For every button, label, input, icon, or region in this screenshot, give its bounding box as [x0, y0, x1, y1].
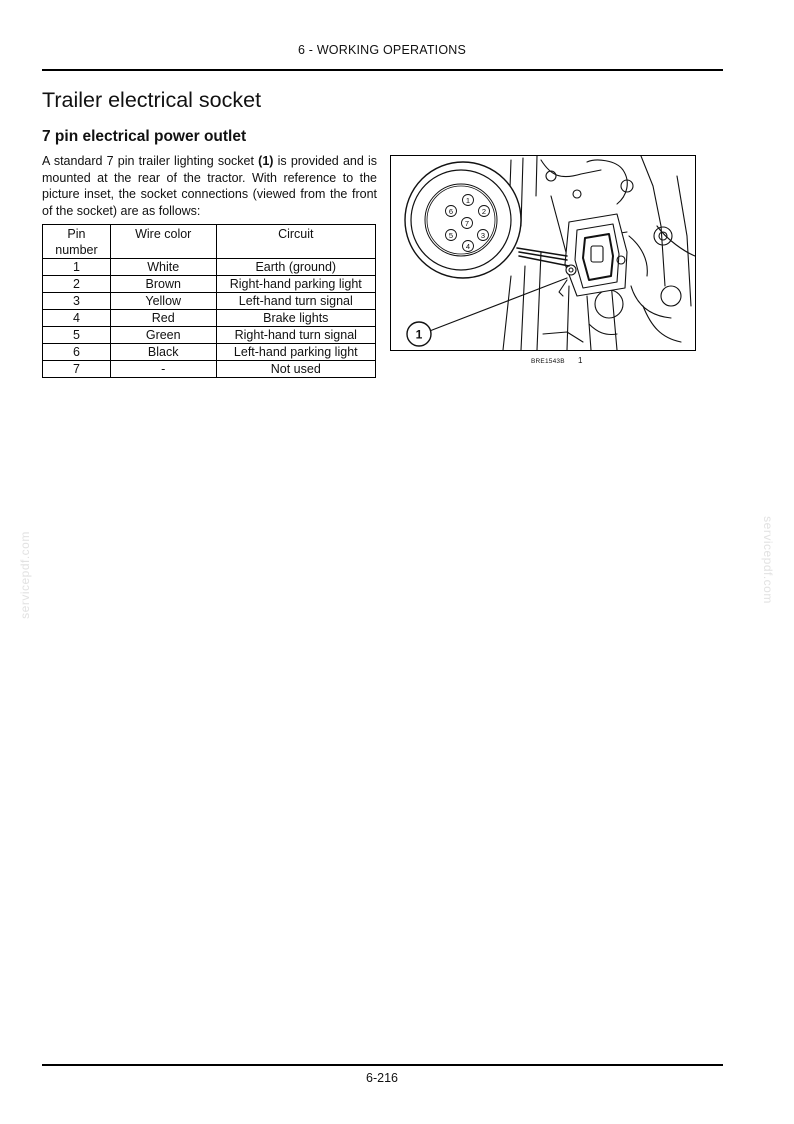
table-header-cell: Wire color — [110, 225, 216, 259]
figure-code: BRE1543B — [531, 358, 565, 365]
table-cell: Brown — [110, 276, 216, 293]
intro-text-after: is provided and is mounted at the rear of the tractor. With reference to the picture inset, the socket connections (viewed from the front of the socket) are as follows: — [42, 154, 377, 218]
socket-figure — [390, 155, 696, 351]
pin-6-marker — [446, 206, 457, 217]
table-cell: Green — [110, 327, 216, 344]
table-cell: 4 — [43, 310, 111, 327]
header-divider — [42, 69, 723, 71]
table-cell: Black — [110, 344, 216, 361]
table-cell: Brake lights — [216, 310, 375, 327]
footer-divider — [42, 1064, 723, 1066]
table-row — [43, 310, 376, 327]
socket-illustration — [391, 156, 695, 350]
svg-text:5: 5 — [448, 231, 454, 240]
table-row — [43, 327, 376, 344]
table-row — [43, 259, 376, 276]
figure-number: 1 — [578, 356, 583, 365]
table-cell: White — [110, 259, 216, 276]
table-cell: 5 — [43, 327, 111, 344]
svg-text:2: 2 — [481, 207, 487, 216]
watermark-right: servicepdf.com — [761, 516, 775, 604]
pin-3-marker — [478, 230, 489, 241]
section-title: 7 pin electrical power outlet — [42, 128, 247, 145]
pin-5-marker — [446, 230, 457, 241]
svg-text:6: 6 — [448, 207, 454, 216]
table-cell: 3 — [43, 293, 111, 310]
pin-1-marker — [463, 195, 474, 206]
table-cell: 6 — [43, 344, 111, 361]
page-number: 6-216 — [366, 1071, 398, 1085]
table-cell: Left-hand turn signal — [216, 293, 375, 310]
table-cell: Left-hand parking light — [216, 344, 375, 361]
svg-text:1: 1 — [415, 327, 423, 342]
table-row — [43, 293, 376, 310]
running-header: 6 - WORKING OPERATIONS — [297, 43, 467, 57]
svg-text:3: 3 — [480, 231, 486, 240]
pin-2-marker — [479, 206, 490, 217]
table-cell: Yellow — [110, 293, 216, 310]
watermark-left: servicepdf.com — [18, 531, 32, 619]
table-cell: Red — [110, 310, 216, 327]
table-row — [43, 344, 376, 361]
table-cell: Right-hand turn signal — [216, 327, 375, 344]
intro-paragraph — [42, 153, 377, 219]
intro-text-before: A standard 7 pin trailer lighting socket — [42, 154, 259, 168]
page-title: Trailer electrical socket — [42, 88, 262, 112]
table-cell: 7 — [43, 361, 111, 378]
table-header-cell: Circuit — [216, 225, 375, 259]
pin-table — [42, 224, 376, 378]
svg-text:7: 7 — [464, 219, 470, 228]
callout-1 — [407, 322, 431, 346]
table-cell: 2 — [43, 276, 111, 293]
table-cell: Right-hand parking light — [216, 276, 375, 293]
table-cell: Not used — [216, 361, 375, 378]
intro-ref: (1) — [258, 154, 274, 168]
table-cell: - — [110, 361, 216, 378]
table-cell: Earth (ground) — [216, 259, 375, 276]
pin-4-marker — [463, 241, 474, 252]
svg-text:4: 4 — [465, 242, 471, 251]
table-header-row — [43, 225, 376, 259]
table-row — [43, 361, 376, 378]
svg-text:1: 1 — [465, 196, 471, 205]
pin-7-marker — [462, 218, 473, 229]
table-cell: 1 — [43, 259, 111, 276]
table-header-cell: Pin number — [43, 225, 111, 259]
table-row — [43, 276, 376, 293]
